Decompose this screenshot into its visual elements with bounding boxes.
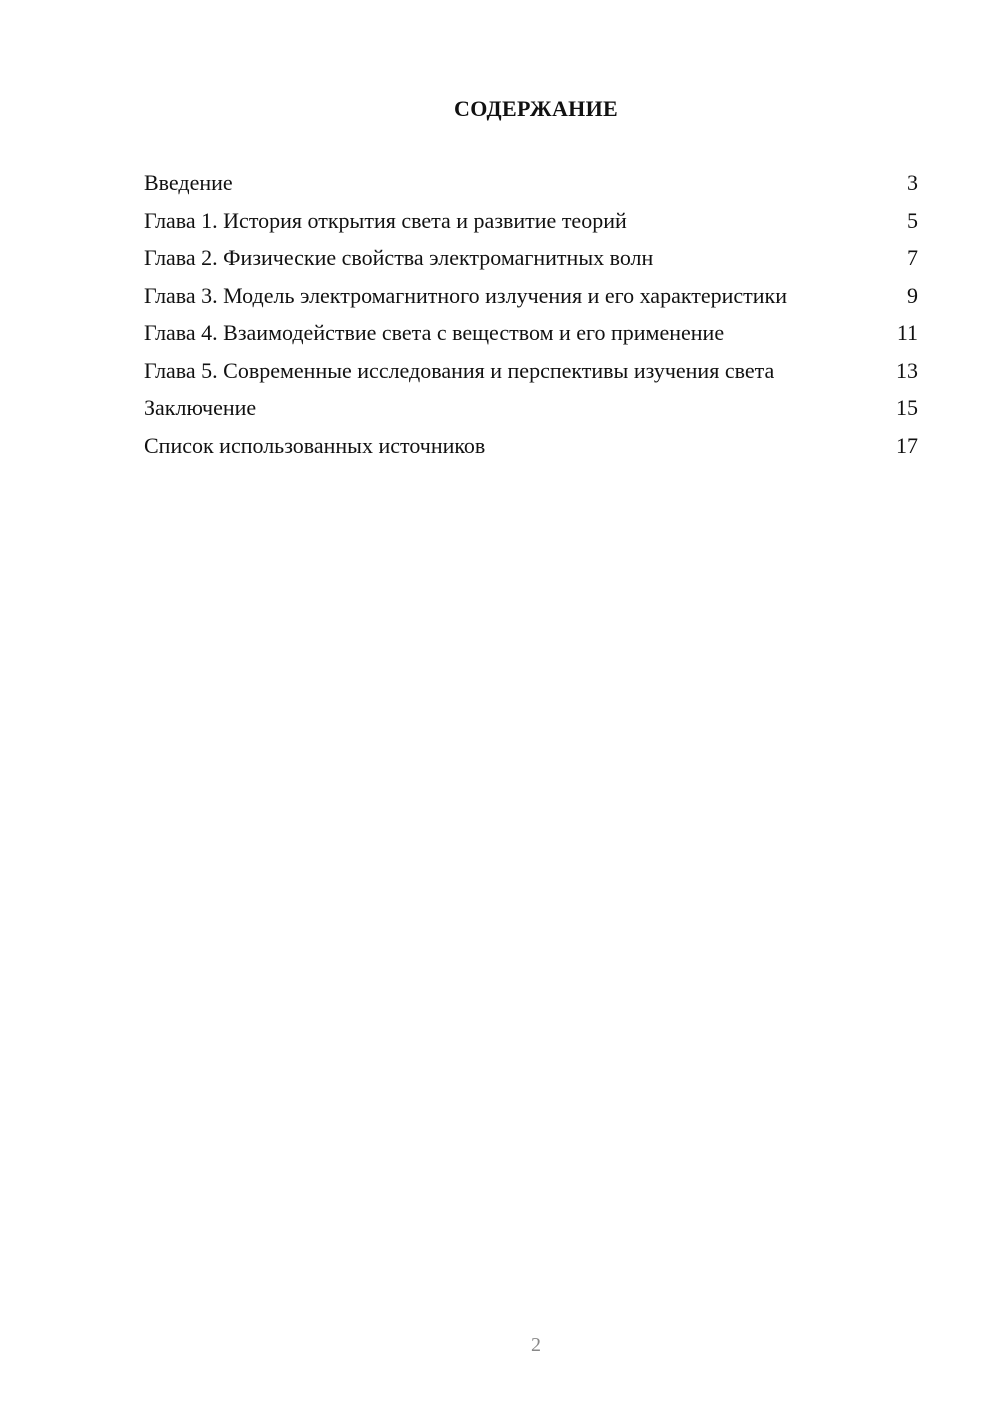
toc-entry [144,320,918,346]
toc-entry [144,358,918,384]
toc-entry-page-number: 5 [907,207,918,233]
toc-entry-text: Глава 5. Современные исследования и перспективы изучения света [144,357,775,383]
toc-entry [144,208,918,234]
toc-entry-text: Глава 3. Модель электромагнитного излучения и его характеристики [144,282,787,308]
toc-list [144,170,918,470]
toc-entry-page-number: 15 [896,395,918,420]
toc-entry [144,283,918,309]
toc-entry-page-number: 17 [896,432,918,458]
toc-entry-text: Введение [144,170,233,195]
toc-entry-page-number: 7 [907,245,918,270]
toc-entry [144,170,918,196]
toc-entry-text: Список использованных источников [144,432,486,458]
toc-entry [144,433,918,459]
toc-entry [144,395,918,421]
toc-entry-text: Глава 2. Физические свойства электромагнитных волн [144,245,654,270]
toc-entry-page-number: 11 [896,320,918,345]
toc-entry-page-number: 9 [907,282,918,308]
toc-entry [144,245,918,271]
toc-entry-text: Глава 1. История открытия света и развитие теорий [144,207,627,233]
toc-entry-page-number: 13 [896,357,918,383]
page-number: 2 [531,1334,541,1356]
toc-entry-text: Глава 4. Взаимодействие света с веществом и его применение [144,320,725,345]
toc-entry-page-number: 3 [907,170,918,195]
toc-entry-text: Заключение [144,395,257,420]
toc-title: СОДЕРЖАНИЕ [454,96,618,121]
